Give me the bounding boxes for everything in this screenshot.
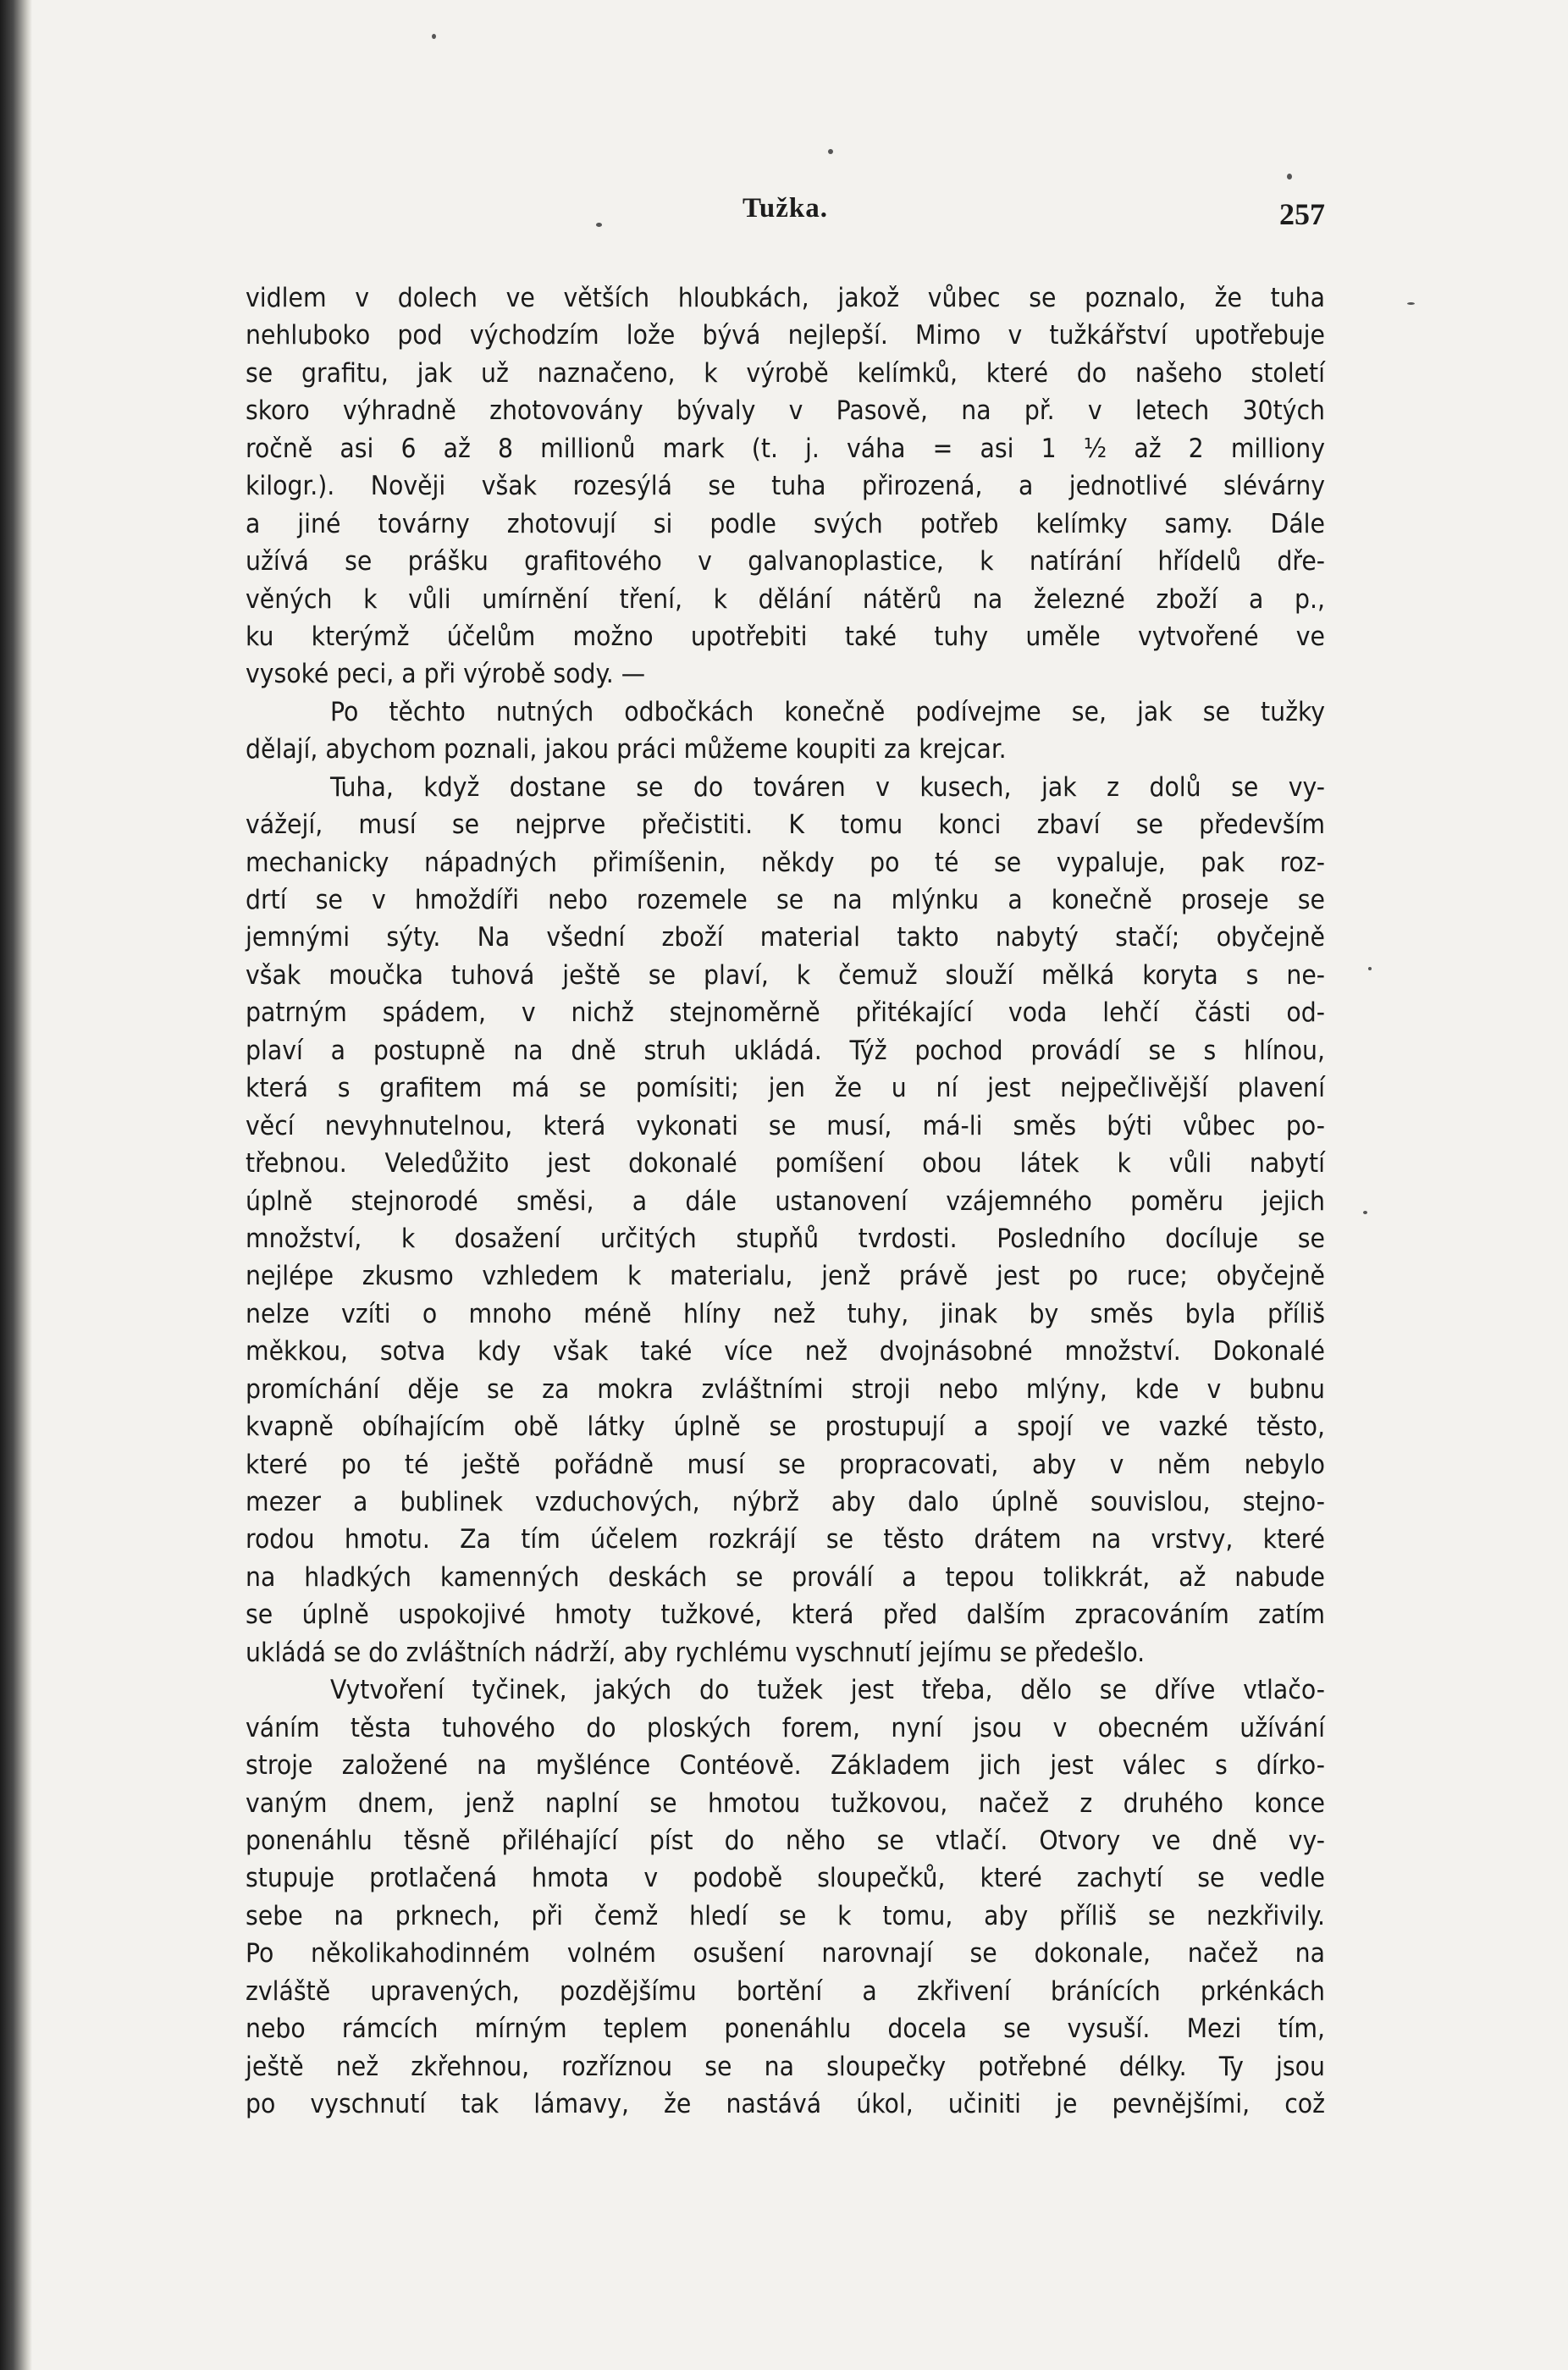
- text-line: měkkou, sotva kdy však také více než dvojnásobné množství. Dokonalé: [246, 1336, 1325, 1367]
- text-line: kvapně obíhajícím obě látky úplně se prostupují a spojí ve vazké těsto,: [246, 1412, 1325, 1443]
- text-line: na hladkých kamenných deskách se proválí a tepou tolikkrát, až nabude: [246, 1561, 1325, 1593]
- text-line: věných k vůli umírnění tření, k dělání nátěrů na železné zboží a p.,: [246, 583, 1325, 615]
- scan-speck: [1368, 967, 1372, 970]
- text-line: ku kterýmž účelům možno upotřebiti také tuhy uměle vytvořené ve: [246, 621, 1325, 652]
- text-line: stupuje protlačená hmota v podobě sloupečků, které zachytí se vedle: [246, 1863, 1325, 1894]
- scan-speck: [828, 149, 833, 154]
- text-line: rodou hmotu. Za tím účelem rozkrájí se těsto drátem na vrstvy, které: [246, 1524, 1325, 1555]
- text-line: dělají, abychom poznali, jakou práci můžeme koupiti za krejcar.: [246, 734, 1007, 765]
- text-line: úplně stejnorodé směsi, a dále ustanovení vzájemného poměru jejich: [246, 1185, 1325, 1217]
- text-line: věcí nevyhnutelnou, která vykonati se musí, má-li směs býti vůbec po-: [246, 1110, 1325, 1141]
- text-line: které po té ještě pořádně musí se propracovati, aby v něm nebylo: [246, 1449, 1325, 1480]
- text-line: drtí se v hmoždíři nebo rozemele se na mlýnku a konečně proseje se: [246, 885, 1325, 915]
- text-line: užívá se prášku grafitového v galvanoplastice, k natírání hřídelů dře-: [246, 546, 1325, 577]
- text-line: vidlem v dolech ve větších hloubkách, jakož vůbec se poznalo, že tuha: [246, 283, 1325, 313]
- scan-speck: [1407, 302, 1415, 305]
- running-title: Tužka.: [742, 193, 829, 224]
- text-line: patrným spádem, v nichž stejnoměrně přitékající voda lehčí části od-: [246, 997, 1325, 1029]
- text-line: mezer a bublinek vzduchových, nýbrž aby dalo úplně souvislou, stejno-: [246, 1487, 1325, 1517]
- book-gutter-shadow: [0, 0, 32, 2370]
- text-line: ukládá se do zvláštních nádrží, aby rychlému vyschnutí jejímu se předešlo.: [246, 1637, 1146, 1668]
- text-line: po vyschnutí tak lámavy, že nastává úkol, učiniti je pevnějšími, což: [246, 2089, 1325, 2119]
- paragraph-start-line: Po těchto nutných odbočkách konečně podívejme se, jak se tužky: [330, 696, 1325, 727]
- text-line: nebo rámcích mírným teplem ponenáhlu docela se vysuší. Mezi tím,: [246, 2014, 1325, 2045]
- text-line: se grafitu, jak už naznačeno, k výrobě kelímků, které do našeho století: [246, 357, 1325, 389]
- text-line: však moučka tuhová ještě se plaví, k čemuž slouží mělká koryta s ne-: [246, 959, 1325, 991]
- text-line: promíchání děje se za mokra zvláštními stroji nebo mlýny, kde v bubnu: [246, 1373, 1325, 1405]
- text-line: třebnou. Veledůžito jest dokonalé pomíšení obou látek k vůli nabytí: [246, 1148, 1325, 1179]
- text-line: ponenáhlu těsně přiléhající píst do něho se vtlačí. Otvory ve dně vy-: [246, 1825, 1325, 1856]
- text-line: vážejí, musí se nejprve přečistiti. K tomu konci zbaví se především: [246, 809, 1325, 841]
- scan-speck: [1287, 174, 1292, 180]
- text-line: která s grafitem má se pomísiti; jen že u ní jest nejpečlivější plavení: [246, 1073, 1325, 1104]
- text-line: vaným dnem, jenž naplní se hmotou tužkovou, načež z druhého konce: [246, 1787, 1325, 1819]
- body-text: [246, 279, 1325, 2123]
- text-line: a jiné továrny zhotovují si podle svých potřeb kelímky samy. Dále: [246, 508, 1325, 539]
- text-line: ještě než zkřehnou, rozříznou se na sloupečky potřebné délky. Ty jsou: [246, 2051, 1325, 2082]
- scan-speck: [432, 34, 436, 39]
- text-line: nelze vzíti o mnoho méně hlíny než tuhy, jinak by směs byla příliš: [246, 1298, 1325, 1329]
- text-line: stroje založené na myšlénce Contéově. Základem jich jest válec s dírko-: [246, 1750, 1325, 1782]
- text-line: Po několikahodinném volném osušení narovnají se dokonale, načež na: [246, 1938, 1325, 1969]
- text-line: plaví a postupně na dně struh ukládá. Týž pochod provádí se s hlínou,: [246, 1035, 1325, 1066]
- text-line: mechanicky nápadných přimíšenin, někdy po té se vypaluje, pak roz-: [246, 847, 1325, 878]
- text-line: ročně asi 6 až 8 millionů mark (t. j. váha = asi 1 ½ až 2 milliony: [246, 433, 1325, 464]
- scan-speck: [1363, 1211, 1367, 1214]
- text-line: nejlépe zkusmo vzhledem k materialu, jenž právě jest po ruce; obyčejně: [246, 1261, 1325, 1292]
- text-line: skoro výhradně zhotovovány bývaly v Pasově, na př. v letech 30tých: [246, 395, 1325, 427]
- text-line: se úplně uspokojivé hmoty tužkové, která před dalším zpracováním zatím: [246, 1599, 1325, 1631]
- text-line: jemnými sýty. Na všední zboží material takto nabytý stačí; obyčejně: [246, 922, 1325, 953]
- text-line: množství, k dosažení určitých stupňů tvrdosti. Posledního docíluje se: [246, 1223, 1325, 1254]
- text-line: sebe na prknech, při čemž hledí se k tomu, aby příliš se nezkřivily.: [246, 1900, 1325, 1931]
- scan-speck: [596, 223, 602, 227]
- page-number: 257: [1279, 197, 1325, 231]
- text-line: zvláště upravených, pozdějšímu bortění a zkřivení bránících prkénkách: [246, 1975, 1325, 2007]
- text-line: kilogr.). Nověji však rozesýlá se tuha přirozená, a jednotlivé slévárny: [246, 471, 1325, 502]
- paragraph-start-line: Vytvoření tyčinek, jakých do tužek jest třeba, dělo se dříve vtlačo-: [330, 1675, 1325, 1706]
- paragraph-start-line: Tuha, když dostane se do továren v kusech, jak z dolů se vy-: [330, 771, 1325, 803]
- text-line: váním těsta tuhového do ploských forem, nyní jsou v obecném užívání: [246, 1712, 1325, 1743]
- text-line: nehluboko pod východzím lože bývá nejlepší. Mimo v tužkářství upotřebuje: [246, 320, 1325, 351]
- page-header: [246, 193, 1325, 244]
- text-line: vysoké peci, a při výrobě sody. —: [246, 659, 646, 690]
